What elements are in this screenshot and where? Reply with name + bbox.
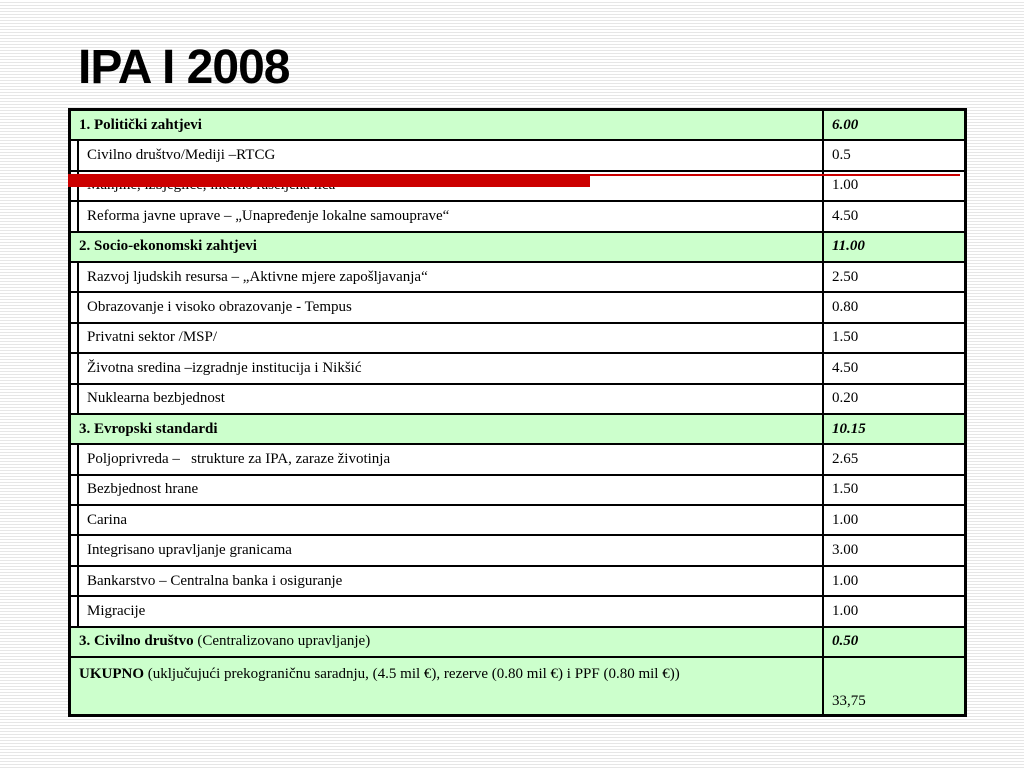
- indent-cell: [70, 384, 79, 414]
- table-row: [70, 444, 966, 474]
- section-row-european-standards: [70, 414, 966, 444]
- section-row-civil-society: [70, 627, 966, 657]
- total-label-bold: UKUPNO: [79, 666, 144, 683]
- row-value: 0.80: [823, 292, 966, 322]
- red-accent-line: [590, 174, 960, 176]
- row-label: Bankarstvo – Centralna banka i osiguranje: [78, 566, 823, 596]
- row-label: Obrazovanje i visoko obrazovanje - Tempus: [78, 292, 823, 322]
- section-label-bold: 3. Civilno društvo: [79, 633, 194, 650]
- section-label-note: (Centralizovano upravljanje): [193, 633, 371, 650]
- section-row-socio-economic: [70, 232, 966, 262]
- indent-cell: [70, 140, 79, 170]
- row-label: Bezbjednost hrane: [78, 475, 823, 505]
- table-row: [70, 535, 966, 565]
- section-label: 3. Evropski standardi: [70, 414, 824, 444]
- indent-cell: [70, 262, 79, 292]
- table-row: [70, 140, 966, 170]
- row-label: Carina: [78, 505, 823, 535]
- row-value: 1.00: [823, 596, 966, 626]
- table-row: [70, 475, 966, 505]
- row-value: 1.00: [823, 566, 966, 596]
- table-row: [70, 323, 966, 353]
- row-value: 4.50: [823, 353, 966, 383]
- row-label: Razvoj ljudskih resursa – „Aktivne mjere zapošljavanja“: [78, 262, 823, 292]
- section-label: 1. Politički zahtjevi: [70, 110, 824, 141]
- total-label: [70, 657, 824, 716]
- section-value: 6.00: [823, 110, 966, 141]
- row-label: Civilno društvo/Mediji –RTCG: [78, 140, 823, 170]
- row-label: Nuklearna bezbjednost: [78, 384, 823, 414]
- section-value: 10.15: [823, 414, 966, 444]
- table-row: [70, 384, 966, 414]
- row-label: Poljoprivreda – strukture za IPA, zaraze životinja: [78, 444, 823, 474]
- row-label: Privatni sektor /MSP/: [78, 323, 823, 353]
- section-row-political: [70, 110, 966, 141]
- red-accent-bar: [68, 174, 590, 187]
- row-value: 0.5: [823, 140, 966, 170]
- row-value: 4.50: [823, 201, 966, 231]
- indent-cell: [70, 596, 79, 626]
- page-title: IPA I 2008: [78, 41, 290, 94]
- table-row: [70, 353, 966, 383]
- row-label: Životna sredina –izgradnje institucija i Nikšić: [78, 353, 823, 383]
- section-value: 0.50: [823, 627, 966, 657]
- row-value: 2.65: [823, 444, 966, 474]
- row-value: 1.50: [823, 475, 966, 505]
- row-value: 1.00: [823, 505, 966, 535]
- indent-cell: [70, 201, 79, 231]
- total-label-note: (uključujući prekograničnu saradnju, (4.5 mil €), rezerve (0.80 mil €) i PPF (0.80 mil €)): [144, 666, 680, 683]
- row-value: 2.50: [823, 262, 966, 292]
- table-row: [70, 201, 966, 231]
- table-row: [70, 596, 966, 626]
- row-label: Integrisano upravljanje granicama: [78, 535, 823, 565]
- total-value: 33,75: [823, 657, 966, 716]
- section-value: 11.00: [823, 232, 966, 262]
- table-row: [70, 292, 966, 322]
- row-value: 1.00: [823, 171, 966, 201]
- section-label: 2. Socio-ekonomski zahtjevi: [70, 232, 824, 262]
- table-row: [70, 505, 966, 535]
- indent-cell: [70, 292, 79, 322]
- row-value: 3.00: [823, 535, 966, 565]
- indent-cell: [70, 444, 79, 474]
- indent-cell: [70, 475, 79, 505]
- indent-cell: [70, 353, 79, 383]
- indent-cell: [70, 505, 79, 535]
- row-value: 0.20: [823, 384, 966, 414]
- table-row: [70, 566, 966, 596]
- ipa-allocation-table: [68, 108, 967, 717]
- indent-cell: [70, 535, 79, 565]
- section-label: [70, 627, 824, 657]
- row-label: Reforma javne uprave – „Unapređenje lokalne samouprave“: [78, 201, 823, 231]
- indent-cell: [70, 566, 79, 596]
- table-row: [70, 262, 966, 292]
- row-label: Migracije: [78, 596, 823, 626]
- indent-cell: [70, 323, 79, 353]
- total-row: [70, 657, 966, 716]
- row-value: 1.50: [823, 323, 966, 353]
